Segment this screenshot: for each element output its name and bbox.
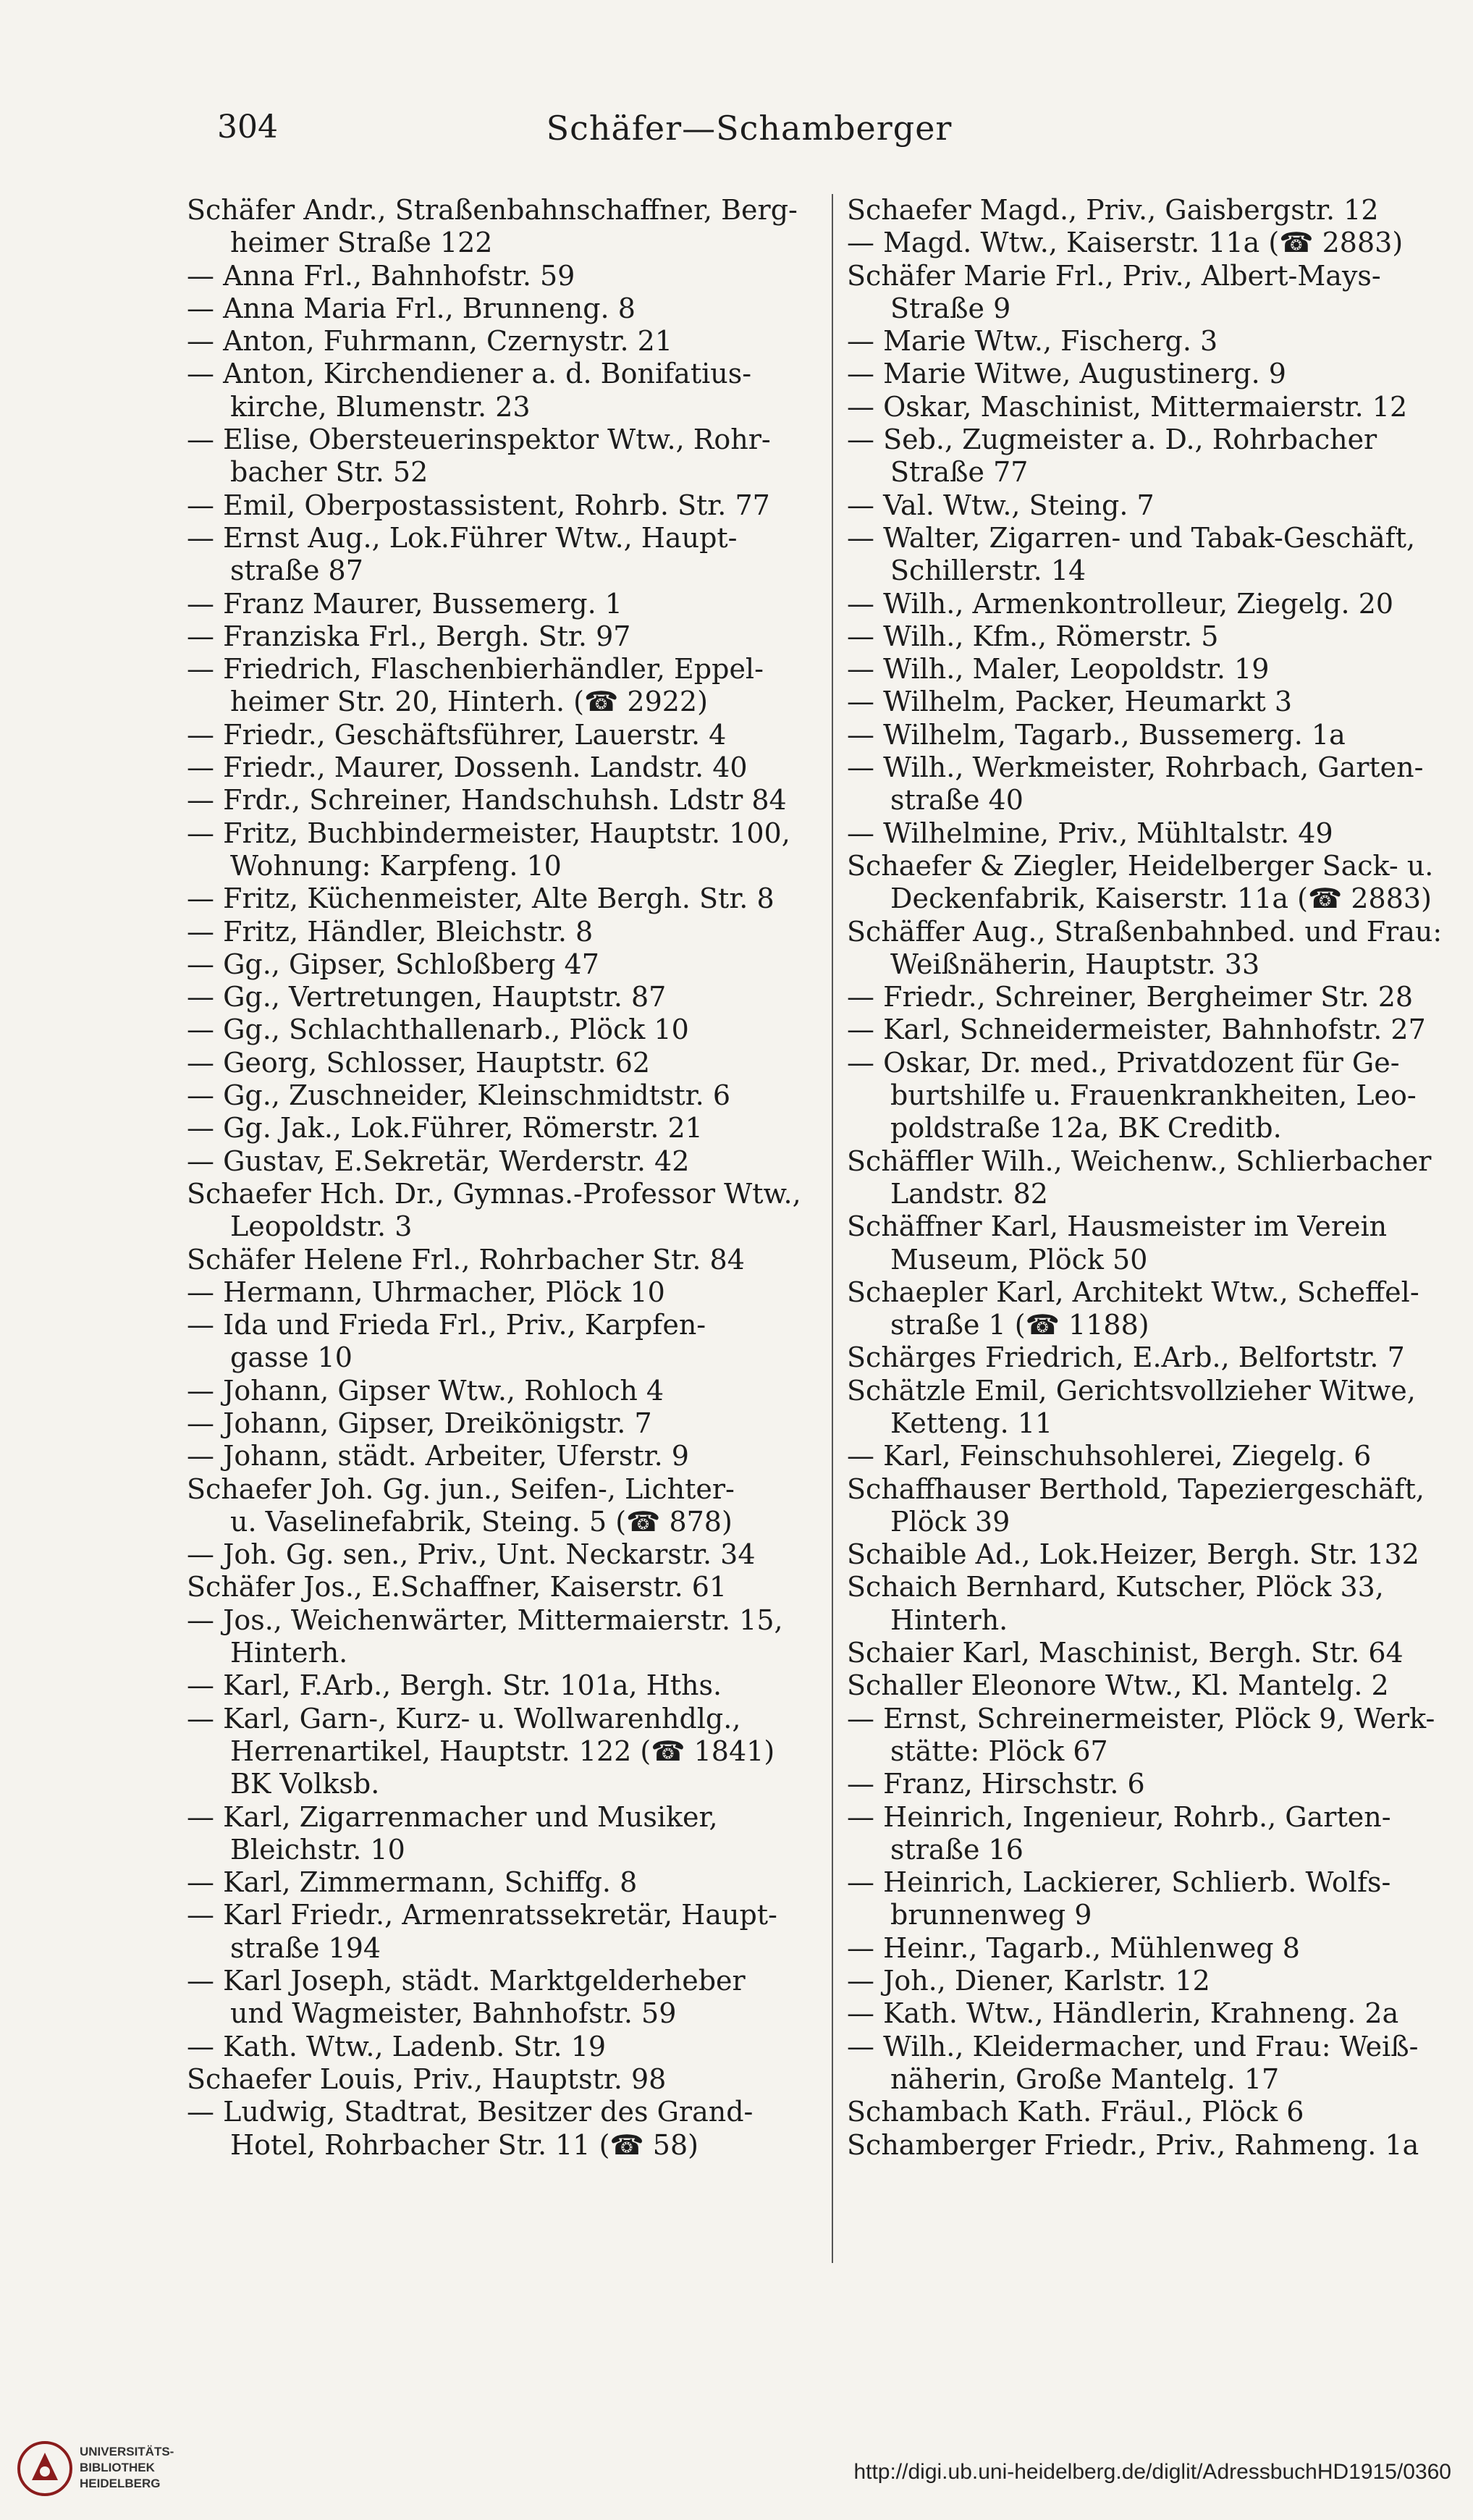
- directory-entry-line: — Heinr., Tagarb., Mühlenweg 8: [847, 1931, 1300, 1964]
- directory-entry-line: — Wilh., Kfm., Römerstr. 5: [847, 620, 1219, 652]
- directory-entry-line: — Kath. Wtw., Ladenb. Str. 19: [187, 2030, 607, 2062]
- library-logo-icon: [16, 2440, 74, 2498]
- page-header: [217, 109, 1281, 152]
- directory-entry-line: — Wilhelmine, Priv., Mühltalstr. 49: [847, 817, 1333, 849]
- directory-entry-line: — Karl, F.Arb., Bergh. Str. 101a, Hths.: [187, 1669, 722, 1702]
- directory-entry-line: Schaier Karl, Maschinist, Bergh. Str. 64: [847, 1637, 1404, 1669]
- directory-entry-line: — Wilhelm, Tagarb., Bussemerg. 1a: [847, 718, 1346, 751]
- directory-entry-line: — Johann, städt. Arbeiter, Uferstr. 9: [187, 1440, 689, 1472]
- directory-entry-line: — Friedrich, Flaschenbierhändler, Eppel-: [187, 653, 764, 686]
- column-divider: [832, 194, 833, 2263]
- directory-entry-line: Schaffhauser Berthold, Tapeziergeschäft,: [847, 1472, 1425, 1505]
- directory-entry-line: — Jos., Weichenwärter, Mittermaierstr. 15,: [187, 1604, 783, 1636]
- directory-entry-line: — Karl Friedr., Armenratssekretär, Haupt-: [187, 1899, 777, 1931]
- directory-entry-line: — Friedr., Schreiner, Bergheimer Str. 28: [847, 981, 1414, 1014]
- directory-entry-line: — Franz Maurer, Bussemerg. 1: [187, 587, 622, 620]
- directory-entry-line: — Gg., Schlachthallenarb., Plöck 10: [187, 1014, 689, 1046]
- directory-entry-line: gasse 10: [230, 1341, 353, 1374]
- directory-entry-line: Bleichstr. 10: [230, 1833, 405, 1866]
- directory-entry-line: Schillerstr. 14: [890, 555, 1086, 587]
- running-title: Schäfer—Schamberger: [546, 109, 953, 148]
- directory-entry-line: BK Volksb.: [230, 1768, 380, 1800]
- directory-entry-line: heimer Straße 122: [230, 227, 493, 259]
- directory-entry-line: brunnenweg 9: [890, 1899, 1092, 1931]
- directory-entry-line: — Karl Joseph, städt. Marktgelderheber: [187, 1965, 746, 1997]
- directory-entry-line: — Seb., Zugmeister a. D., Rohrbacher: [847, 423, 1377, 456]
- directory-entry-line: näherin, Große Mantelg. 17: [890, 2062, 1280, 2095]
- directory-entry-line: — Anton, Kirchendiener a. d. Bonifatius-: [187, 358, 752, 390]
- directory-entry-line: — Ida und Frieda Frl., Priv., Karpfen-: [187, 1309, 706, 1341]
- directory-entry-line: — Emil, Oberpostassistent, Rohrb. Str. 77: [187, 489, 770, 521]
- directory-entry-line: — Joh. Gg. sen., Priv., Unt. Neckarstr. 34: [187, 1538, 756, 1571]
- directory-entry-line: — Val. Wtw., Steing. 7: [847, 489, 1155, 521]
- directory-entry-line: — Wilh., Werkmeister, Rohrbach, Garten-: [847, 751, 1424, 784]
- directory-entry-line: — Gg. Jak., Lok.Führer, Römerstr. 21: [187, 1112, 703, 1145]
- directory-entry-line: — Kath. Wtw., Händlerin, Krahneng. 2a: [847, 1997, 1399, 2030]
- directory-entry-line: Schaich Bernhard, Kutscher, Plöck 33,: [847, 1571, 1384, 1604]
- left-column: [187, 194, 809, 2162]
- right-column: [847, 194, 1462, 2162]
- directory-entry-line: — Joh., Diener, Karlstr. 12: [847, 1965, 1210, 1997]
- directory-entry-line: — Anton, Fuhrmann, Czernystr. 21: [187, 325, 673, 358]
- directory-entry-line: Schaefer & Ziegler, Heidelberger Sack- u.: [847, 849, 1434, 882]
- directory-entry-line: Hotel, Rohrbacher Str. 11 (☎ 58): [230, 2128, 698, 2161]
- library-name-line: BIBLIOTHEK: [80, 2461, 155, 2474]
- directory-entry-line: Weißnäherin, Hauptstr. 33: [890, 948, 1260, 980]
- directory-entry-line: Wohnung: Karpfeng. 10: [230, 849, 562, 882]
- directory-entry-line: — Gg., Gipser, Schloßberg 47: [187, 948, 599, 980]
- directory-entry-line: — Anna Maria Frl., Brunneng. 8: [187, 292, 636, 324]
- directory-entry-line: Landstr. 82: [890, 1177, 1048, 1210]
- directory-entry-line: — Ernst, Schreinermeister, Plöck 9, Werk-: [847, 1702, 1435, 1735]
- directory-entry-line: bacher Str. 52: [230, 456, 429, 489]
- directory-entry-line: — Karl, Zimmermann, Schiffg. 8: [187, 1866, 638, 1899]
- directory-entry-line: Schäfer Helene Frl., Rohrbacher Str. 84: [187, 1243, 745, 1276]
- directory-entry-line: Ketteng. 11: [890, 1407, 1053, 1439]
- directory-entry-line: Hinterh.: [890, 1604, 1008, 1636]
- directory-entry-line: Straße 77: [890, 456, 1029, 489]
- directory-entry-line: Schäffler Wilh., Weichenw., Schlierbacher: [847, 1145, 1432, 1177]
- directory-entry-line: Schätzle Emil, Gerichtsvollzieher Witwe,: [847, 1374, 1416, 1407]
- directory-entry-line: — Marie Witwe, Augustinerg. 9: [847, 358, 1286, 390]
- directory-entry-line: — Wilh., Kleidermacher, und Frau: Weiß-: [847, 2030, 1419, 2062]
- directory-entry-line: Schaepler Karl, Architekt Wtw., Scheffel-: [847, 1276, 1419, 1308]
- directory-entry-line: — Oskar, Maschinist, Mittermaierstr. 12: [847, 390, 1408, 423]
- directory-entry-line: u. Vaselinefabrik, Steing. 5 (☎ 878): [230, 1505, 733, 1538]
- directory-entry-line: — Johann, Gipser, Dreikönigstr. 7: [187, 1407, 652, 1439]
- directory-entry-line: — Fritz, Buchbindermeister, Hauptstr. 100,: [187, 817, 790, 849]
- directory-entry-line: Schaible Ad., Lok.Heizer, Bergh. Str. 132: [847, 1538, 1419, 1571]
- directory-entry-line: — Karl, Garn-, Kurz- u. Wollwarenhdlg.,: [187, 1702, 741, 1735]
- directory-entry-line: — Heinrich, Lackierer, Schlierb. Wolfs-: [847, 1866, 1391, 1899]
- directory-entry-line: straße 194: [230, 1931, 381, 1964]
- directory-entry-line: Schaefer Joh. Gg. jun., Seifen-, Lichter-: [187, 1472, 735, 1505]
- directory-entry-line: Straße 9: [890, 292, 1011, 324]
- page-footer: [0, 2432, 1473, 2520]
- directory-entry-line: Schambach Kath. Fräul., Plöck 6: [847, 2096, 1304, 2128]
- directory-entry-line: — Wilh., Maler, Leopoldstr. 19: [847, 653, 1270, 686]
- directory-entry-line: straße 40: [890, 784, 1023, 817]
- directory-entry-line: Schaefer Magd., Priv., Gaisbergstr. 12: [847, 194, 1379, 226]
- directory-entry-line: Schäffner Karl, Hausmeister im Verein: [847, 1210, 1388, 1243]
- directory-entry-line: — Oskar, Dr. med., Privatdozent für Ge-: [847, 1046, 1400, 1079]
- directory-entry-line: — Marie Wtw., Fischerg. 3: [847, 325, 1218, 358]
- directory-entry-line: und Wagmeister, Bahnhofstr. 59: [230, 1997, 677, 2030]
- directory-entry-line: Schamberger Friedr., Priv., Rahmeng. 1a: [847, 2128, 1419, 2161]
- directory-entry-line: — Ernst Aug., Lok.Führer Wtw., Haupt-: [187, 521, 738, 554]
- directory-entry-line: — Heinrich, Ingenieur, Rohrb., Garten-: [847, 1800, 1391, 1833]
- directory-entry-line: — Fritz, Händler, Bleichstr. 8: [187, 915, 594, 948]
- directory-entry-line: — Hermann, Uhrmacher, Plöck 10: [187, 1276, 665, 1308]
- directory-entry-line: Deckenfabrik, Kaiserstr. 11a (☎ 2883): [890, 882, 1432, 915]
- directory-entry-line: Schaller Eleonore Wtw., Kl. Mantelg. 2: [847, 1669, 1389, 1702]
- directory-entry-line: straße 1 (☎ 1188): [890, 1309, 1149, 1341]
- directory-entry-line: — Walter, Zigarren- und Tabak-Geschäft,: [847, 521, 1416, 554]
- directory-entry-line: Schäfer Jos., E.Schaffner, Kaiserstr. 61: [187, 1571, 727, 1604]
- directory-entry-line: Schärges Friedrich, E.Arb., Belfortstr. 7: [847, 1341, 1405, 1374]
- directory-entry-line: — Georg, Schlosser, Hauptstr. 62: [187, 1046, 651, 1079]
- directory-entry-line: — Karl, Schneidermeister, Bahnhofstr. 27: [847, 1014, 1426, 1046]
- directory-entry-line: Schaefer Louis, Priv., Hauptstr. 98: [187, 2062, 667, 2095]
- directory-entry-line: burtshilfe u. Frauenkrankheiten, Leo-: [890, 1079, 1417, 1112]
- directory-entry-line: — Gustav, E.Sekretär, Werderstr. 42: [187, 1145, 690, 1177]
- directory-entry-line: Museum, Plöck 50: [890, 1243, 1148, 1276]
- directory-entry-line: Schäfer Marie Frl., Priv., Albert-Mays-: [847, 259, 1381, 292]
- directory-entry-line: — Frdr., Schreiner, Handschuhsh. Ldstr 84: [187, 784, 787, 817]
- directory-entry-line: — Ludwig, Stadtrat, Besitzer des Grand-: [187, 2096, 754, 2128]
- directory-entry-line: — Gg., Zuschneider, Kleinschmidtstr. 6: [187, 1079, 731, 1112]
- directory-entry-line: — Elise, Obersteuerinspektor Wtw., Rohr-: [187, 423, 771, 456]
- library-name-line: UNIVERSITÄTS-: [80, 2445, 174, 2458]
- directory-entry-line: Leopoldstr. 3: [230, 1210, 413, 1243]
- directory-entry-line: kirche, Blumenstr. 23: [230, 390, 531, 423]
- directory-entry-line: — Wilh., Armenkontrolleur, Ziegelg. 20: [847, 587, 1394, 620]
- directory-entry-line: heimer Str. 20, Hinterh. (☎ 2922): [230, 686, 708, 718]
- directory-entry-line: poldstraße 12a, BK Creditb.: [890, 1112, 1282, 1145]
- directory-entry-line: — Anna Frl., Bahnhofstr. 59: [187, 259, 575, 292]
- directory-entry-line: Schaefer Hch. Dr., Gymnas.-Professor Wtw.,: [187, 1177, 801, 1210]
- library-name-line: HEIDELBERG: [80, 2477, 161, 2490]
- directory-entry-line: Schäffer Aug., Straßenbahnbed. und Frau:: [847, 915, 1443, 948]
- directory-entry-line: — Franz, Hirschstr. 6: [847, 1768, 1145, 1800]
- directory-entry-line: straße 16: [890, 1833, 1023, 1866]
- directory-entry-line: stätte: Plöck 67: [890, 1735, 1108, 1767]
- directory-entry-line: — Karl, Zigarrenmacher und Musiker,: [187, 1800, 718, 1833]
- directory-columns: [187, 194, 1468, 2293]
- directory-entry-line: — Magd. Wtw., Kaiserstr. 11a (☎ 2883): [847, 227, 1404, 259]
- directory-entry-line: Plöck 39: [890, 1505, 1010, 1538]
- page-number: 304: [217, 109, 278, 146]
- directory-entry-line: — Friedr., Geschäftsführer, Lauerstr. 4: [187, 718, 727, 751]
- directory-entry-line: Hinterh.: [230, 1637, 348, 1669]
- directory-entry-line: Schäfer Andr., Straßenbahnschaffner, Berg-: [187, 194, 798, 226]
- directory-entry-line: Herrenartikel, Hauptstr. 122 (☎ 1841): [230, 1735, 775, 1767]
- directory-entry-line: — Fritz, Küchenmeister, Alte Bergh. Str. 8: [187, 882, 775, 915]
- directory-entry-line: — Karl, Feinschuhsohlerei, Ziegelg. 6: [847, 1440, 1372, 1472]
- directory-entry-line: — Friedr., Maurer, Dossenh. Landstr. 40: [187, 751, 748, 784]
- directory-entry-line: — Johann, Gipser Wtw., Rohloch 4: [187, 1374, 664, 1407]
- library-name: [80, 2444, 174, 2492]
- directory-entry-line: — Franziska Frl., Bergh. Str. 97: [187, 620, 631, 652]
- source-url-link[interactable]: http://digi.ub.uni-heidelberg.de/diglit/AdressbuchHD1915/0360: [853, 2460, 1451, 2484]
- directory-entry-line: — Gg., Vertretungen, Hauptstr. 87: [187, 981, 667, 1014]
- directory-entry-line: straße 87: [230, 555, 363, 587]
- directory-entry-line: — Wilhelm, Packer, Heumarkt 3: [847, 686, 1293, 718]
